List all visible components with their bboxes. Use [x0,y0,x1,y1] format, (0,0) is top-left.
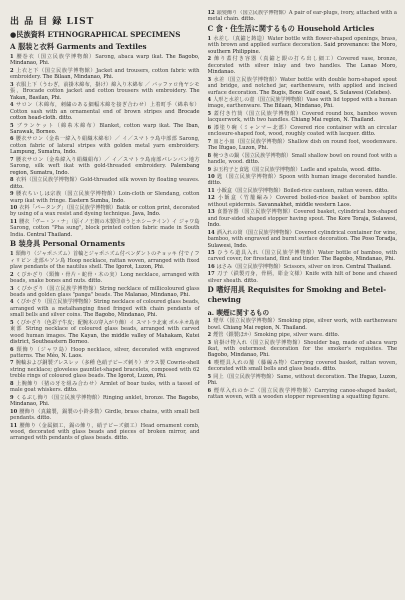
entry-number: 3 [207,76,212,83]
entry-description: 煙草（国立民族学博物館）Smoking pipe, silver work, with earthenware bowl. [207,318,397,331]
entry-description: 腰衣ちいしは宗族（国立民族学博物館）Loin-cloth or Slendang, cotton warp ikat with fringe. [10,191,200,204]
entry-number: 3 [207,339,212,346]
entry-provenance: Java, Indo. [132,211,161,218]
entry-provenance: ditto. [37,415,52,422]
entry-provenance: ditto. [375,187,389,194]
entry-description: くびかざり（色彩子牛皮；配腕木の穿入がり飾）イ スマトラ北東 ボルネオ島南東部 String necklace of coloured glass beads, arranged with carved wood human images. [10,319,200,339]
entry-number: 13 [207,209,215,216]
entry-description: 刀子（鉄製刃身，骨柄，彫金文様）Knife with hilt of bone and chased silver sheath. [207,271,397,284]
catalog-entry [10,360,200,379]
catalog-entry [10,320,200,346]
entry-description: 上衣と下（国立民族学博物館）Jacket and trousers, cotton fabric with embroidery. [10,67,200,81]
entry-description: 煙管（銀製ほか）Smoking pipe, silver ware. [213,332,326,339]
catalog-entry [10,54,200,67]
entry-number: 5 [10,319,14,326]
entry-description: 腰衣サロン（金糸緯入り絹織絹布）／ イ／スマトラ島南部パレンバン地方 Sarong, silk weft ikat with gold-threaded embroidery. [10,156,200,170]
entry-number: 5 [207,110,212,117]
entry-provenance: ditto. [241,16,256,23]
entry-number: 2 [10,67,14,74]
entry-number: 1 [207,35,212,42]
page-title: 出 品 目 録 LIST [10,17,95,27]
entry-number: 1 [10,54,14,60]
entry-number: 4 [207,96,212,103]
entry-provenance: ditto. [245,159,260,166]
catalog-entry [208,374,398,387]
catalog-entry [10,286,200,299]
entry-provenance: Chiang Mai region, N. Thailand. [291,117,376,124]
catalog-entry [10,272,200,285]
catalog-entry [208,388,398,401]
right-column [208,10,398,592]
entry-provenance: ditto. [325,332,340,339]
entry-provenance: Central Thailand. [26,231,73,238]
entry-description: 小飯盒（竹籠編み）Covered boiled-rice basket of bamboo splits without epidermis. [207,195,397,208]
entry-description: 腰飾り（真鍮製，錫製の小鈴多数）Girdle, brass chains, with small bell pendants. [10,408,200,422]
entry-number: 11 [207,187,215,194]
catalog-entry [10,177,200,190]
entry-number: 10 [10,204,18,211]
entry-provenance: Brocade cotton head-cloth. ditto. [10,108,200,122]
group-title: A 服装と衣料 Garments and Textiles [10,42,147,51]
entry-number: 4 [10,299,14,306]
catalog-entry [208,153,398,166]
entry-description: くびかざり（国立民族学博物館）String necklace of millicoloured glass beads and golden glass "panga" beads. [10,285,200,298]
entry-description: 小飯盒（国立民族学博物館）Boiled-rice canteen, rattan woven. [216,187,376,194]
entry-provenance: The Kore Toraja, Sulawesi, Indo. [207,215,397,229]
entry-description: 煙草入れのかご（国立民族学博物館）Carrying canoe-shaped basket, rattan woven, with a wooden stopper representing a squatting figure. [207,387,397,401]
entry-number: 7 [10,156,14,163]
entry-number: 7 [10,360,14,367]
entry-description: ブランケット（綿糸木綿布）Blanket, cotton warp ikat. [15,122,174,129]
entry-description: 同上（国立民族学博物館）Same, without decoration. [213,373,348,380]
catalog-entry [10,381,200,394]
catalog-entry [10,157,200,176]
entry-description: お玉杓子と食匙（国立民族学博物館）Ladle and spatula, wood. [213,166,368,173]
entry-description: 飾り蓋付き容器（真鍮と銀の打ち出し細工）Covered vase, bronze, decorated with silver inlay and two handles. [207,56,397,69]
entry-number: 4 [207,359,212,366]
entry-provenance: The Malanao, Mindanao, Phi. [113,291,191,298]
catalog-entry [208,264,398,270]
catalog-entry [208,139,398,152]
entry-number: 14 [207,229,215,236]
catalog-entry [208,36,398,55]
entry-number: 11 [10,218,18,225]
catalog-entry [10,219,200,238]
entry-description: 食器容器（国立民族学博物館）Covered basket, cylindrical box-shaped and four-sided shaped stopper having spout. [207,209,397,222]
entry-description: 腰衣サロン（金糸一緯入り絹織木綿布）／ イ／スマトラ島中部部 Sarong, cotton fabric of lateral stripes with golden metal yarn embroidery. [10,136,200,149]
entry-description: くびかざり（国立民族学博物館）String necklace of coloured glass beads, arranged with a metalhanging fixed fringed with chain pendants of small bells and silver coins. [10,299,200,319]
catalog-entry [208,97,398,110]
entry-provenance: The Bagobo, Mindanao, Phi. [10,54,200,67]
catalog-entry [208,250,398,263]
entry-provenance: The Ifugao, Luzon, Phi. [207,373,397,387]
catalog-entry [208,167,398,173]
entry-number: 9 [10,394,14,401]
entry-number: 5 [207,373,212,380]
entry-provenance: ditto. [244,277,258,284]
catalog-entry [208,271,398,284]
entry-number: 6 [207,387,212,394]
entry-description: サロン（木綿布，刺繍のある細幅木綿を接ぎ合わせ）上着町手（綿糸布）Cotton sash with an ornamental end of brown stripes and [10,102,200,115]
entry-description: 腰衣「ヴー・ン・ナ」（原イノ王朝の木製印章うとホシーテイン）イ ジャワ島 Sarong, cotton "Pha sung", block printed cotton fabric made in South India. [10,218,200,238]
entry-number: 17 [207,271,215,278]
entry-number: 8 [10,177,14,184]
entry-number: 11 [10,422,18,429]
catalog-entry [10,82,200,101]
entry-provenance: ditto. [88,278,103,285]
entry-provenance: Chiang Mai region, N. Thailand. [223,324,307,331]
entry-number: 5 [10,122,14,129]
two-column-layout [10,10,397,592]
entry-provenance: The Iban, Sarawak, Borneo. [10,122,200,135]
entry-number: 1 [10,251,14,258]
entry-number: 1 [207,318,212,325]
entry-provenance: ditto. [63,387,78,394]
group-title: B 装身具 Personal Ornaments [10,239,125,249]
catalog-entry [208,77,398,96]
entry-provenance: The Yakan, Basilan, Phi. [10,88,200,101]
entry-number: 3 [10,285,14,292]
catalog-entry [208,10,398,23]
entry-number: 9 [10,191,14,198]
entry-description: 水差し（真鍮と鋳造）Water bottle with flower-shaped openings, brass, with brown and applied surface decoration. [207,35,397,49]
entry-description: 衣料「パータング」（国立民族学博物館）Batik or cotton print, decorated by using of a wax resist and dyeing technique. [10,204,200,218]
catalog-entry [208,209,398,228]
entry-provenance: The Igorot, Luzon, Phi. [106,373,167,380]
entry-provenance: Palembang region, Sumatra, Indo. [10,163,200,176]
entry-number: 4 [10,102,14,109]
entry-provenance: The Bilaan, Mindanao, Phi. [42,74,114,81]
group-title: D 嗜好用具 Requisites for Smoking and Betel-chewing [207,285,387,305]
entry-description: くるぶし飾り（国立民族学博物館）Ringing anklet, bronze. [15,394,167,401]
entry-description: 衣服上下（うわぎ，前掛木綿布，掛け）綿入り木綿布 ／ バッファロ角ヤシモ張，Brocade cotton jacket and cotton trousers with embroidery. [10,81,200,95]
entry-description: 酒入れの筒（国立民族学博物館）Covered cylindrical container for wine, bamboo, with engraved and burnt surface decoration. [207,229,397,243]
entry-provenance: ditto. [322,366,337,373]
entry-number: 12 [207,10,215,16]
entry-number: 6 [207,124,212,131]
catalog-entry [10,68,200,81]
left-groups [10,42,200,442]
entry-number: 2 [207,56,212,63]
catalog-entry [208,188,398,194]
entry-number: 6 [10,346,14,353]
entry-description: くびかざり（頸飾・骨片・蛇骨・木の実）Long necklace, arranged with beads, snake bones and nuts. [10,271,200,285]
entry-number: 12 [207,195,215,202]
entry-number: 16 [207,263,215,270]
entry-provenance: ditto. [10,183,24,190]
catalog-entry [208,340,398,359]
entry-description: 頭髪飾り（国立民族学博物館）A pair of ear-plugs, ivory, attached with a metal chain. [207,10,397,23]
entry-provenance: ditto. [361,131,376,138]
entry-description: はさみ（国立民族学博物館）Scissors, silver on iron. [216,263,347,270]
catalog-entry [10,251,200,270]
catalog-entry [10,102,200,121]
entry-provenance: The Méo, N. Laos. [35,353,83,360]
entry-provenance: The Bagobo, Mindanao, Phi. [10,394,200,408]
catalog-entry [208,360,398,373]
catalog-entry [10,409,200,422]
entry-provenance: Lampung, Sumatra, Indo. [10,149,77,156]
catalog-entry [208,111,398,124]
entry-description: 匙（国立民族学博物館）Spoon with human image decorated handle. [216,173,397,180]
catalog-entry [208,56,398,75]
entry-provenance: The Bugis, Bone Gulf coast, S. Sulawesi (Celebes). [259,89,392,96]
entry-description: 衣料（国立民族学博物館）Gold-threaded silk woven by floating weaves. [15,177,200,184]
entry-description: 上腕飾り（猪の牙を組み合わせ）Armlet of boar tusks, with a tassel of male goat whiskers. [10,380,200,394]
entry-number: 15 [207,249,215,256]
catalog-entry [208,195,398,208]
section-title: ●民族資料 ETHNOGRAPHICAL SPECIMENS [10,30,181,39]
entry-description: 椀つきの鍋（国立民族学博物館）Small shallow bowl on round foot with a handle, wood. [207,152,397,166]
entry-provenance: ditto. [114,435,129,442]
entry-provenance: The Bagobo, Mindanao, Phi. [207,346,397,359]
entry-provenance: The Igorot, Luzon, Phi. [104,264,165,271]
entry-description: 腕輪および銅製ブレスレッ（多種 色硝子ビーズ刺り）ガラス製 Cowrie-shell string necklace; gloveless gauntlet-shaped bracelets, composed with 62 treble rings of coloured glass beads. [10,360,200,380]
catalog-entry [208,174,398,187]
entry-number: 6 [10,136,14,143]
entry-description: 頸飾り（ジャポニズム）首輪とジャポニズム付ペンダントのチョッキ 付で / フィリピン 北部ルソン島 Hoop necklace, rattan woven, arranged with fixed plaw pendants of the nautilus shell. [10,251,200,271]
catalog-entry [10,123,200,136]
catalog-entry [208,332,398,338]
entry-provenance: The Bagobo, Mindanao, Phi. [321,256,396,263]
catalog-entry [10,136,200,155]
entry-description: 漆塗り碗（ミャンマー北部）Covered rice container with an circular enclosure-shaped foot, wood, roughly coated with lacquer. [207,124,397,138]
entry-number: 2 [10,271,14,278]
entry-number: 8 [10,380,14,387]
entry-number: 8 [207,152,212,159]
entry-provenance: The Poso Toradja, Sulawesi, Indo. [207,236,397,249]
right-top-entries [208,10,398,23]
subgroup-title: a. 喫煙に関するもの [207,309,270,318]
entry-description: 喫煙具入れの籠（籐編み物）Carrying covered basket, rattan woven, decorated with small bells and glass beads. [207,359,397,373]
entry-provenance: Savannakhet, middle western Laos. [258,201,352,208]
entry-number: 2 [207,332,212,339]
entry-description: 肩掛け物入れ（国立民族学博物館）Shoulder bag, made of abaca warp ikat, with outermost decoration for the smoker's requisites. [207,339,397,353]
entry-provenance: ditto. [207,180,222,187]
entry-description: 水差（国立民族学博物館）Water bottle with double horn-shaped spout and bridge, and notched jar, earthenware, with applied and incised surface decoration. [207,76,397,96]
group-title: C 食・住生活に関するもの Household Articles [207,23,375,33]
catalog-entry [208,125,398,138]
catalog-entry [10,395,200,408]
entry-provenance: The Bilaan, Mindanao, Phi. [263,103,334,110]
entry-number: 7 [207,138,212,145]
entry-provenance: The Kayan, the middle valley of Mahakam, Kutei district, Southeastern Borneo. [10,332,200,346]
entry-provenance: The Lanao Moro, Mindanao. [207,62,397,76]
entry-number: 10 [207,173,215,180]
entry-number: 3 [10,81,14,88]
entry-provenance: Said provenance: the Moro, southern Philippine. [207,42,397,55]
catalog-entry [208,318,398,331]
entry-description: 人形と水差しの壺（国立民族学博物館）Vase with lid topped with a human image, earthenware. [207,96,397,110]
catalog-entry [10,299,200,318]
entry-provenance: The Ifugao, Luzon, Phi. [207,145,269,152]
entry-description: 蓋付き竹筒（国立民族学博物館）Covered round box, bamboo woven lacquerwork, with two handles. [207,110,397,124]
entry-provenance: ditto. [367,166,382,173]
catalog-entry [10,423,200,442]
catalog-entry [208,230,398,249]
entry-description: 頸飾り（ジャワ島）Hoop necklace, silver, decorated with engraved patterns. [10,346,200,360]
entry-description: ひうち道具入れ（国立民族学博物館）Water bottle of bamboo, with carved cover, for firestand, flint and tinder. [207,249,397,263]
entry-description: 皿と小皿（国立民族学博物館）Shallow dish on round foot, woodenware. [213,138,397,145]
right-groups [208,24,398,401]
entry-description: 腰飾り（金属細工，錫の飾り，硝子ビーズ細工）Head ornament comb, wood, decorated with glass beads and pieces of broken mirror, and arranged with pendants of glass beads. [10,422,200,442]
entry-number: 9 [207,166,212,173]
entry-provenance: The Bagobo, Mindanao, Phi. [83,312,158,319]
entry-provenance: Eastern Sumba, Indo. [68,197,125,204]
entry-provenance: Central Thailand. [346,263,392,270]
catalog-entry [10,205,200,218]
entry-description: 腰巻衣（国立民族学博物館）Sarong, abaca warp ikat. [15,54,166,60]
catalog-entry [10,191,200,204]
entry-number: 10 [10,408,18,415]
left-column [10,10,200,592]
catalog-entry [10,347,200,360]
